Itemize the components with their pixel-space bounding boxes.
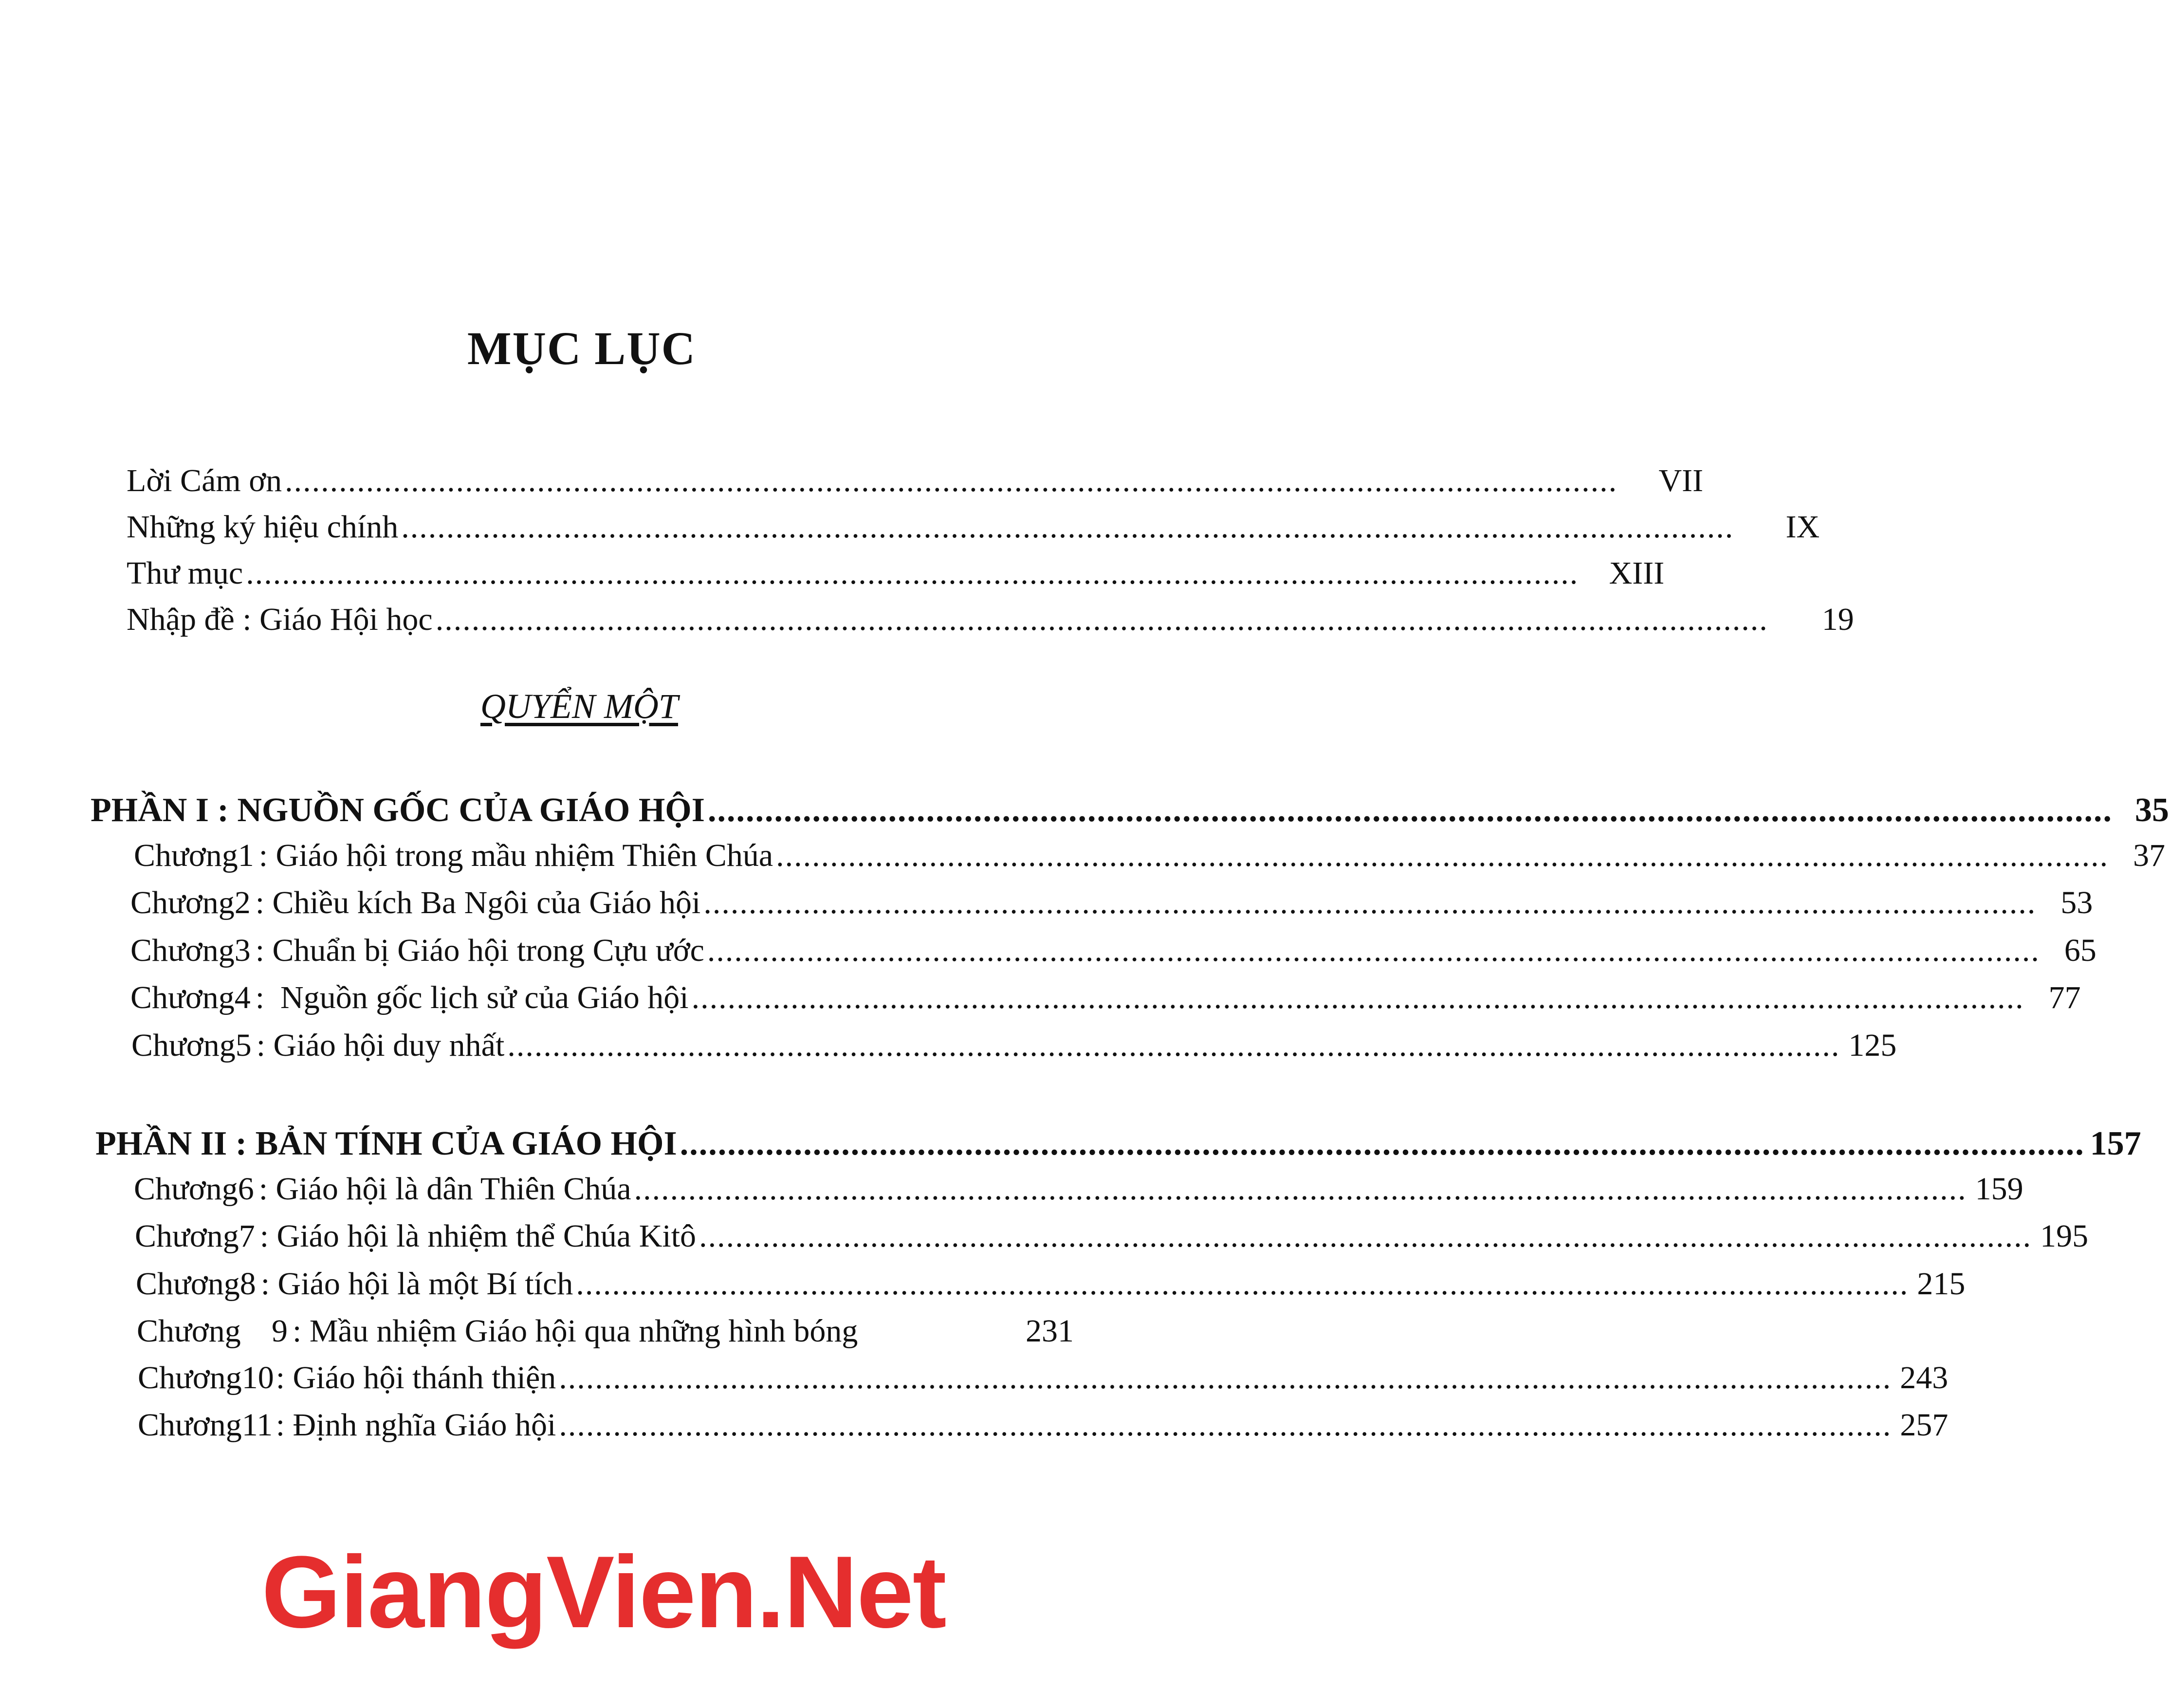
leader-dots: .................................................................................................................................................... bbox=[776, 838, 2109, 873]
chapter-number: 8 bbox=[239, 1266, 256, 1302]
toc-chapter-4 bbox=[130, 979, 2081, 1023]
leader-dots: .................................................................................................................................................... bbox=[703, 885, 2037, 920]
toc-entry-page: 19 bbox=[1821, 602, 1854, 637]
chapter-title: : Giáo hội là dân Thiên Chúa bbox=[258, 1171, 631, 1207]
chapter-number: 6 bbox=[238, 1171, 254, 1207]
chapter-number: 3 bbox=[234, 933, 251, 968]
toc-entry-page: IX bbox=[1785, 509, 1820, 545]
leader-dots: .................................................................................................................................................... bbox=[576, 1266, 1909, 1302]
chapter-word: Chương bbox=[134, 838, 238, 873]
chapter-title: : Chiều kích Ba Ngôi của Giáo hội bbox=[255, 885, 701, 920]
chapter-title: : Giáo hội thánh thiện bbox=[276, 1360, 556, 1396]
chapter-word: Chương bbox=[138, 1407, 242, 1443]
part-label: PHẦN II : BẢN TÍNH CỦA GIÁO HỘI bbox=[95, 1125, 677, 1162]
toc-chapter-9 bbox=[137, 1313, 1074, 1357]
chapter-word: Chương bbox=[130, 933, 235, 968]
leader-dots: .................................................................................................................................................... bbox=[699, 1218, 2032, 1254]
toc-entry-label: Thư mục bbox=[127, 555, 243, 591]
chapter-page: 257 bbox=[1900, 1407, 1948, 1443]
chapter-number: 7 bbox=[239, 1218, 255, 1254]
toc-chapter-7 bbox=[135, 1218, 2089, 1262]
chapter-page: 77 bbox=[2048, 980, 2081, 1015]
chapter-page: 159 bbox=[1975, 1171, 2023, 1207]
leader-dots: .................................................................................................................................................... bbox=[707, 791, 2113, 829]
chapter-title: : Giáo hội là một Bí tích bbox=[260, 1266, 573, 1302]
chapter-page: 53 bbox=[2060, 885, 2093, 920]
toc-part-1 bbox=[91, 791, 2169, 835]
toc-entry-front-3 bbox=[127, 555, 1665, 599]
chapter-word: Chương bbox=[137, 1313, 241, 1349]
chapter-number: 5 bbox=[235, 1028, 252, 1063]
leader-dots: .................................................................................................................................................... bbox=[507, 1028, 1840, 1063]
chapter-page: 37 bbox=[2133, 838, 2166, 873]
toc-chapter-10 bbox=[138, 1359, 1948, 1403]
chapter-page: 215 bbox=[1917, 1266, 1966, 1302]
chapter-title: : Định nghĩa Giáo hội bbox=[276, 1407, 556, 1443]
leader-dots: .................................................................................................................................................... bbox=[285, 463, 1618, 498]
toc-chapter-8 bbox=[136, 1266, 1966, 1309]
chapter-page: 243 bbox=[1900, 1360, 1948, 1396]
toc-entry-page: XIII bbox=[1609, 555, 1665, 591]
leader-dots: .................................................................................................................................................... bbox=[691, 980, 2024, 1015]
leader-dots: .................................................................................................................................................... bbox=[435, 602, 1768, 637]
leader-dots: .................................................................................................................................................... bbox=[559, 1360, 1892, 1396]
leader-dots: .................................................................................................................................................... bbox=[634, 1171, 1967, 1207]
chapter-page: 125 bbox=[1848, 1028, 1897, 1063]
chapter-word: Chương bbox=[136, 1266, 240, 1302]
leader-dots: .................................................................................................................................................... bbox=[401, 509, 1734, 545]
chapter-number: 1 bbox=[238, 838, 254, 873]
chapter-title: : Mầu nhiệm Giáo hội qua những hình bóng bbox=[293, 1313, 858, 1349]
leader-dots: .................................................................................................................................................... bbox=[707, 933, 2040, 968]
toc-chapter-3 bbox=[130, 932, 2096, 976]
toc-entry-label: Nhập đề : Giáo Hội học bbox=[127, 602, 433, 637]
chapter-page: 65 bbox=[2064, 933, 2096, 968]
chapter-title: : Chuẩn bị Giáo hội trong Cựu ước bbox=[255, 933, 704, 968]
chapter-number: 4 bbox=[234, 980, 251, 1015]
toc-chapter-2 bbox=[130, 884, 2093, 928]
chapter-word: Chương bbox=[131, 1028, 236, 1063]
toc-entry-label: Những ký hiệu chính bbox=[127, 509, 399, 545]
part-page: 157 bbox=[2090, 1125, 2141, 1162]
chapter-title: : Nguồn gốc lịch sử của Giáo hội bbox=[255, 980, 689, 1015]
toc-chapter-11 bbox=[138, 1407, 1948, 1451]
toc-chapter-6 bbox=[134, 1171, 2023, 1214]
chapter-page: 195 bbox=[2040, 1218, 2089, 1254]
chapter-title: : Giáo hội trong mầu nhiệm Thiên Chúa bbox=[258, 838, 773, 873]
chapter-title: : Giáo hội là nhiệm thể Chúa Kitô bbox=[259, 1218, 697, 1254]
book-heading: QUYỂN MỘT bbox=[480, 687, 679, 726]
chapter-word: Chương bbox=[138, 1360, 242, 1396]
chapter-number: 11 bbox=[241, 1407, 273, 1443]
toc-entry-page: VII bbox=[1658, 463, 1704, 498]
toc-chapter-5 bbox=[131, 1027, 1897, 1071]
leader-dots: .................................................................................................................................................... bbox=[680, 1125, 2085, 1162]
toc-entry-label: Lời Cám ơn bbox=[127, 463, 282, 498]
part-page: 35 bbox=[2134, 791, 2169, 829]
leader-dots: .................................................................................................................................................... bbox=[559, 1407, 1892, 1443]
chapter-number: 2 bbox=[234, 885, 251, 920]
toc-part-2 bbox=[95, 1124, 2141, 1168]
chapter-number: 9 bbox=[272, 1313, 288, 1349]
toc-entry-front-4 bbox=[127, 601, 1854, 645]
toc-entry-front-2 bbox=[127, 509, 1820, 552]
chapter-page: 231 bbox=[1026, 1313, 1074, 1349]
chapter-word: Chương bbox=[135, 1218, 239, 1254]
chapter-word: Chương bbox=[130, 980, 235, 1015]
chapter-word: Chương bbox=[134, 1171, 238, 1207]
chapter-title: : Giáo hội duy nhất bbox=[256, 1028, 505, 1063]
chapter-word: Chương bbox=[130, 885, 235, 920]
toc-entry-front-1 bbox=[127, 462, 1704, 506]
leader-dots: .................................................................................................................................................... bbox=[246, 555, 1579, 591]
page-title: MỤC LỤC bbox=[467, 322, 696, 374]
toc-chapter-1 bbox=[134, 837, 2166, 881]
part-label: PHẦN I : NGUỒN GỐC CỦA GIÁO HỘI bbox=[91, 791, 705, 829]
watermark-logo: GiangVien.Net bbox=[261, 1535, 946, 1649]
chapter-number: 10 bbox=[241, 1360, 274, 1396]
